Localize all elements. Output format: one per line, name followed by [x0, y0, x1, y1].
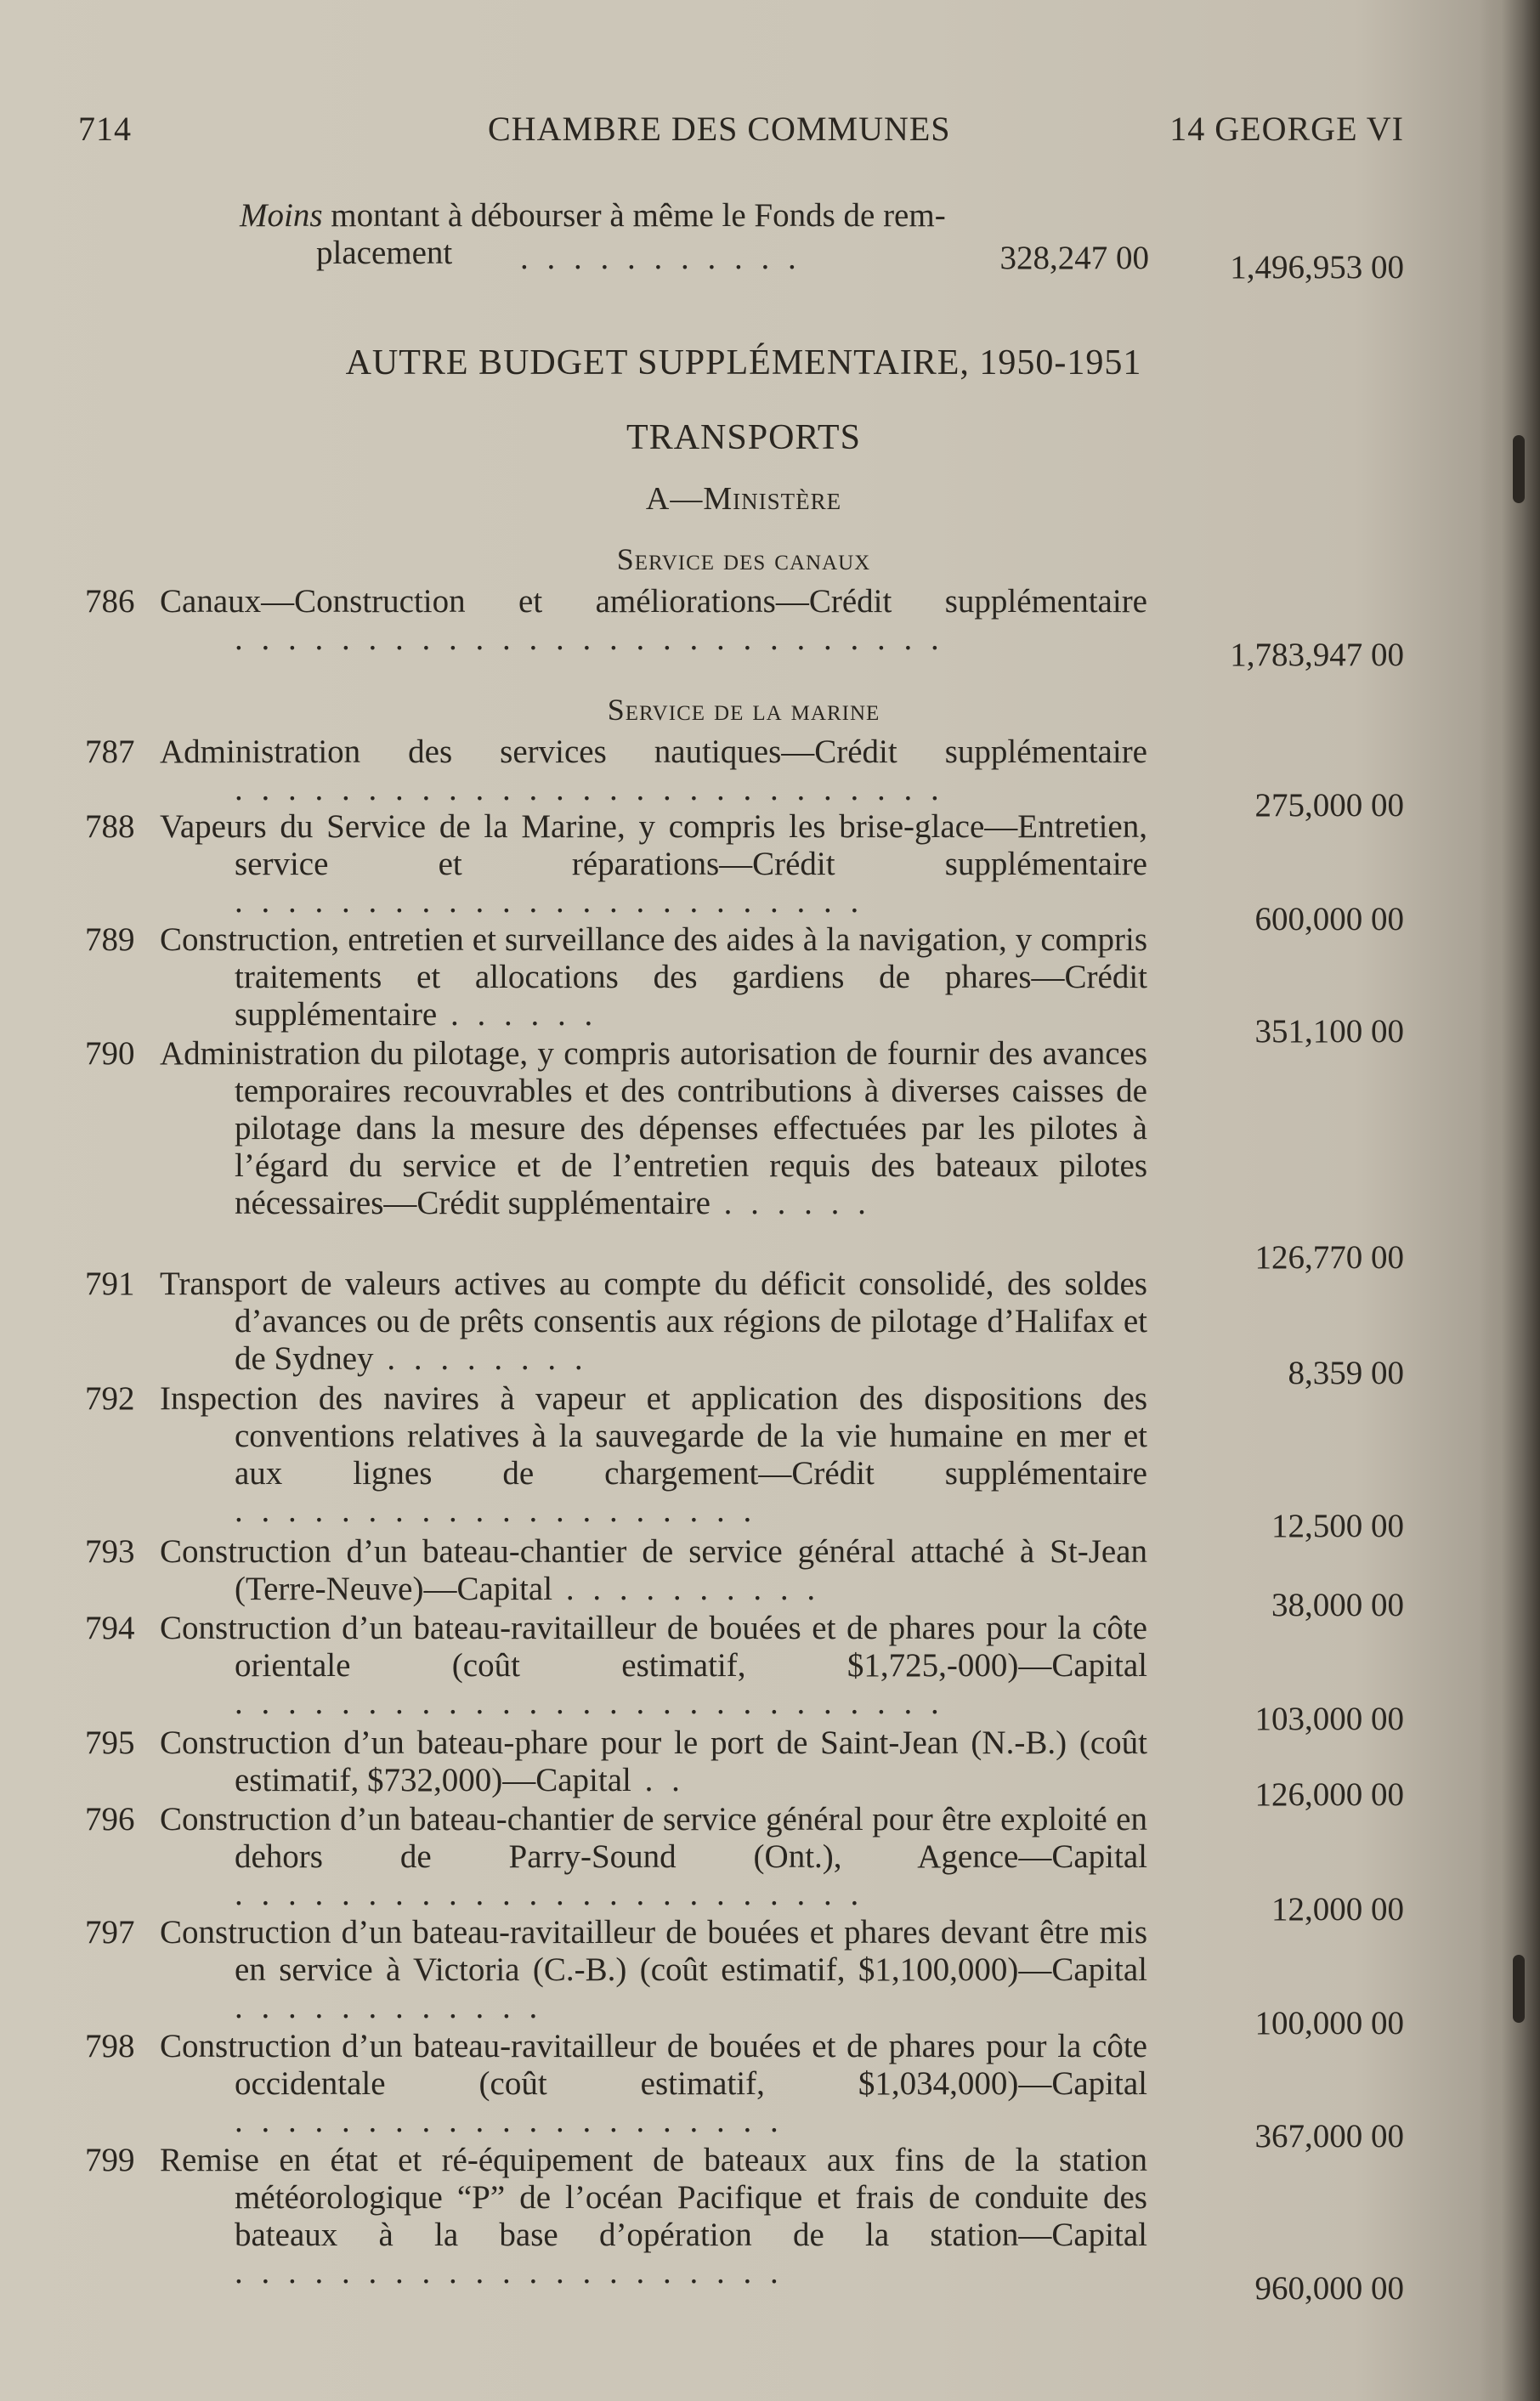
part-heading: A—Ministère	[645, 481, 842, 517]
vote-amount: 126,770 00	[1254, 1239, 1404, 1276]
vote-number: 786	[85, 583, 135, 620]
header-title: CHAMBRE DES COMMUNES	[488, 110, 951, 148]
leader-dots: . . . . . . . . . . . . . . . . . . . . . . . . . . .	[235, 1685, 944, 1721]
leader-dots: . . . . . . . . . . . . . . . . . . . . . . . . . . .	[235, 771, 944, 807]
binding-mark	[1513, 435, 1525, 503]
vote-number: 788	[85, 808, 135, 845]
vote-item	[85, 733, 1147, 808]
vote-item	[85, 2028, 1147, 2140]
vote-item	[85, 1533, 1147, 1608]
vote-item	[85, 1380, 1147, 1530]
vote-item	[85, 808, 1147, 920]
intro-line2: placement	[316, 235, 453, 271]
vote-item	[85, 1801, 1147, 1913]
vote-item	[85, 583, 1147, 658]
section-heading-canaux: Service des canaux	[616, 542, 871, 576]
vote-amount: 275,000 00	[1254, 787, 1404, 824]
vote-number: 791	[85, 1266, 135, 1302]
vote-amount: 12,500 00	[1271, 1508, 1404, 1544]
vote-text: Canaux—Construction et améliorations—Crédit supplémentaire	[160, 583, 1147, 620]
vote-text: Construction d’un bateau-ravitailleur de bouées et de phares pour la côte occidentale (coût estimatif, $1,034,000)—Capital	[160, 2028, 1147, 2102]
vote-item	[85, 1914, 1147, 2026]
leader-dots: . . . . . . . . . . .	[520, 240, 801, 276]
header-reign: 14 GEORGE VI	[1169, 110, 1404, 148]
vote-item	[85, 1610, 1147, 1722]
intro-lead: Moins	[240, 197, 323, 234]
vote-item	[85, 1035, 1147, 1222]
vote-amount: 367,000 00	[1254, 2118, 1404, 2155]
vote-text: Administration des services nautiques—Crédit supplémentaire	[160, 733, 1147, 770]
leader-dots: . . . . . . . . . . . . . . . . . . . . . . . . . . .	[235, 620, 944, 657]
page-number: 714	[78, 110, 132, 148]
vote-number: 799	[85, 2142, 135, 2178]
vote-amount: 351,100 00	[1254, 1013, 1404, 1050]
budget-heading: AUTRE BUDGET SUPPLÉMENTAIRE, 1950-1951	[345, 343, 1142, 382]
vote-number: 798	[85, 2028, 135, 2064]
vote-amount: 960,000 00	[1254, 2270, 1404, 2307]
vote-number: 789	[85, 921, 135, 958]
vote-amount: 100,000 00	[1254, 2005, 1404, 2041]
intro-deduction	[240, 197, 1149, 277]
vote-text: Remise en état et ré-équipement de bateaux aux fins de la station météorologique “P” de l’océan Pacifique et frais de conduite des bateaux à la base d’opération de la station—Capital	[160, 2142, 1147, 2253]
vote-item	[85, 1266, 1147, 1378]
vote-number: 794	[85, 1610, 135, 1646]
vote-text: Inspection des navires à vapeur et application des dispositions des conventions relatives à la sauvegarde de la vie humaine en mer et aux lignes de chargement—Crédit supplémentaire	[160, 1380, 1147, 1492]
leader-dots: . . . . . . . . . . . . . . . . . . . . .	[235, 2103, 784, 2139]
vote-text: Construction d’un bateau-phare pour le port de Saint-Jean (N.-B.) (coût estimatif, $732,000)—Capital	[160, 1724, 1147, 1798]
vote-number: 787	[85, 733, 135, 770]
running-header	[78, 109, 1404, 160]
leader-dots: . .	[631, 1762, 685, 1798]
vote-amount: 600,000 00	[1254, 901, 1404, 937]
leader-dots: . . . . . . . . . . . . . . . . . . . . .	[235, 2254, 784, 2291]
vote-text: Construction d’un bateau-ravitailleur de bouées et phares devant être mis en service à Victoria (C.-B.) (coût estimatif, $1,100,000)—Capital	[160, 1914, 1147, 1988]
intro-total: 1,496,953 00	[1230, 249, 1404, 286]
vote-amount: 8,359 00	[1288, 1355, 1404, 1391]
vote-text: Construction d’un bateau-chantier de service général pour être exploité en dehors de Parry-Sound (Ont.), Agence—Capital	[160, 1801, 1147, 1875]
vote-number: 792	[85, 1380, 135, 1417]
leader-dots: . . . . . .	[710, 1185, 871, 1221]
vote-number: 797	[85, 1914, 135, 1951]
binding-mark	[1513, 1955, 1525, 2023]
vote-amount: 126,000 00	[1254, 1776, 1404, 1813]
vote-amount: 38,000 00	[1271, 1587, 1404, 1623]
vote-item	[85, 2142, 1147, 2291]
vote-item	[85, 921, 1147, 1033]
leader-dots: . . . . . . . .	[373, 1340, 588, 1377]
vote-number: 796	[85, 1801, 135, 1838]
vote-amount: 1,783,947 00	[1230, 637, 1404, 673]
vote-text: Construction, entretien et surveillance des aides à la navigation, y compris traitements et allocations des gardiens de phares—Crédit supplémentaire	[160, 921, 1147, 1033]
vote-number: 793	[85, 1533, 135, 1570]
vote-text: Administration du pilotage, y compris autorisation de fournir des avances temporaires recouvrables et des contributions à diverses caisses de pilotage dans la mesure des dépenses effectuées par les pilotes à l’égard du service et de l’entretien requis des bateaux pilotes nécessaires—Crédit supplémentaire	[160, 1035, 1147, 1221]
leader-dots: . . . . . . . . . . . .	[235, 1989, 543, 2025]
leader-dots: . . . . . .	[437, 996, 598, 1033]
leader-dots: . . . . . . . . . . . . . . . . . . . . . . . .	[235, 1876, 864, 1912]
vote-number: 795	[85, 1724, 135, 1761]
vote-text: Construction d’un bateau-chantier de service général attaché à St-Jean (Terre-Neuve)—Capital	[160, 1533, 1147, 1607]
vote-amount: 103,000 00	[1254, 1701, 1404, 1737]
vote-item	[85, 1724, 1147, 1799]
section-heading-marine: Service de la marine	[607, 693, 880, 727]
intro-subtotal: 328,247 00	[999, 240, 1149, 276]
book-spine-shadow	[1481, 0, 1540, 2401]
leader-dots: . . . . . . . . . . . . . . . . . . . . . . . .	[235, 883, 864, 920]
vote-amount: 12,000 00	[1271, 1891, 1404, 1928]
department-heading: TRANSPORTS	[626, 418, 861, 457]
vote-text: Construction d’un bateau-ravitailleur de bouées et de phares pour la côte orientale (coût estimatif, $1,725,-000)—Capital	[160, 1610, 1147, 1684]
leader-dots: . . . . . . . . . . . . . . . . . . . .	[235, 1492, 757, 1529]
vote-number: 790	[85, 1035, 135, 1072]
vote-text: Transport de valeurs actives au compte du déficit consolidé, des soldes d’avances ou de prêts consentis aux régions de pilotage d’Halifax et de Sydney	[160, 1266, 1147, 1377]
vote-text: Vapeurs du Service de la Marine, y compris les brise-glace—Entretien, service et réparations—Crédit supplémentaire	[160, 808, 1147, 882]
leader-dots: . . . . . . . . . .	[552, 1571, 821, 1607]
intro-line1: montant à débourser à même le Fonds de rem-	[331, 197, 946, 234]
